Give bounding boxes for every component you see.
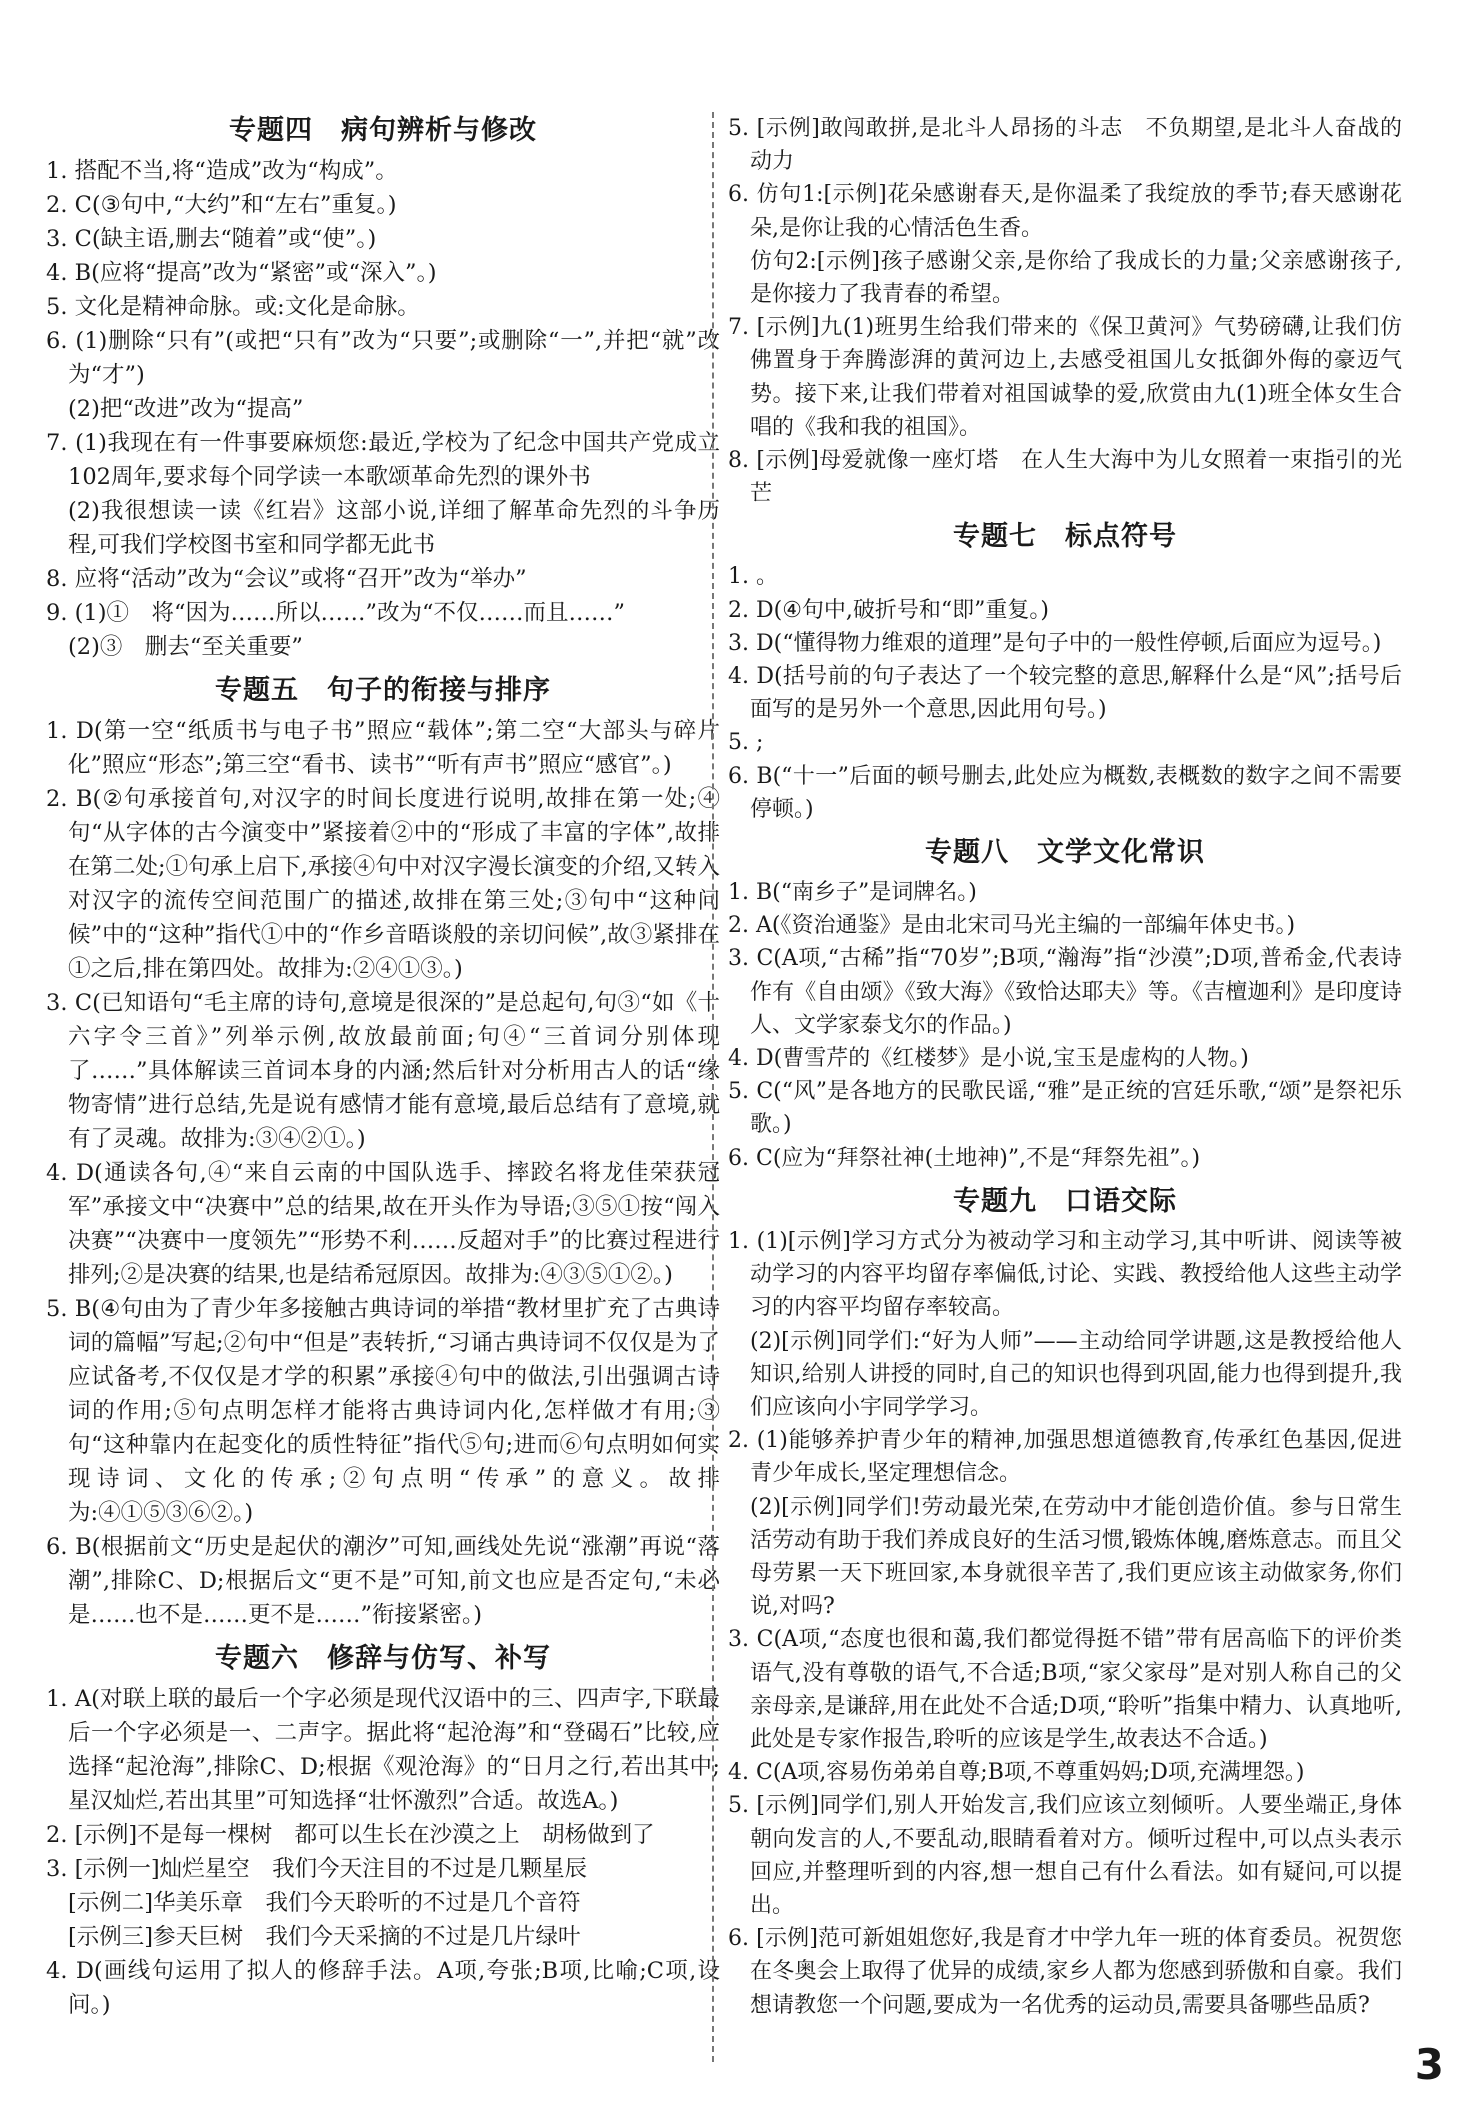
answer-item: 5. ; [728,730,764,756]
answer-item: 5. [示例]同学们,别人开始发言,我们应该立刻倾听。人要坐端正,身体朝向发言的人,不要乱动,眼睛看着对方。倾听过程中,可以点头表示回应,并整理听到的内容,想一想自己有什么看法。如有疑问,可以提出。 [728,1793,1402,1918]
answer-item: 6. (1)删除“只有”(或把“只有”改为“只要”;或删除“一”,并把“就”改为“才”) [46,328,720,388]
answer-subitem: (2)③ 删去“至关重要” [68,634,303,660]
section-title-8: 专题八 文学文化常识 [925,837,1205,869]
answer-item: 3. D(“懂得物力维艰的道理”是句子中的一般性停顿,后面应为逗号。) [728,630,1382,656]
answer-item: 4. D(曹雪芹的《红楼梦》是小说,宝玉是虚构的人物。) [728,1046,1249,1072]
answer-item: 2. (1)能够养护青少年的精神,加强思想道德教育,传承红色基因,促进青少年成长,坚定理想信念。 [728,1428,1402,1487]
section-title-7: 专题七 标点符号 [953,521,1177,553]
answer-item: 5. [示例]敢闯敢拼,是北斗人昂扬的斗志 不负期望,是北斗人奋战的动力 [728,116,1402,175]
answer-item: 1. 。 [728,564,778,590]
answer-subitem: [示例三]参天巨树 我们今天采摘的不过是几片绿叶 [68,1924,581,1950]
answer-item: 1. D(第一空“纸质书与电子书”照应“载体”;第二空“大部头与碎片化”照应“形态”;第三空“看书、读书”“听有声书”照应“感官”。) [46,718,720,778]
section-title-9: 专题九 口语交际 [953,1185,1177,1217]
answer-item: 1. (1)[示例]学习方式分为被动学习和主动学习,其中听讲、阅读等被动学习的内容平均留存率偏低,讨论、实践、教授给他人这些主动学习的内容平均留存率较高。 [728,1228,1402,1321]
answer-item: 3. C(A项,“古稀”指“70岁”;B项,“瀚海”指“沙漠”;D项,普希金,代表诗作有《自由颂》《致大海》《致恰达耶夫》等。《吉檀迦利》是印度诗人、文学家泰戈尔的作品。) [728,946,1402,1038]
answer-subitem: (2)我很想读一读《红岩》这部小说,详细了解革命先烈的斗争历程,可我们学校图书室和同学都无此书 [68,498,720,558]
answer-item: 3. C(已知语句“毛主席的诗句,意境是很深的”是总起句,句③“如《十六字令三首》”列举示例,故放最前面;句④“三首词分别体现了……”具体解读三首词本身的内涵;然后针对分析用古人的话“缘物寄情”进行总结,先是说有感情才能有意境,最后总结有了意境,就有了灵魂。故排为:③④②①。) [46,990,720,1152]
answer-item: 2. D(④句中,破折号和“即”重复。) [728,597,1049,623]
answer-item: 6. B(“十一”后面的顿号删去,此处应为概数,表概数的数字之间不需要停顿。) [728,763,1402,822]
answer-item: 6. 仿句1:[示例]花朵感谢春天,是你温柔了我绽放的季节;春天感谢花朵,是你让我的心情活色生香。 [728,182,1402,241]
answer-item: 2. A(《资治通鉴》是由北宋司马光主编的一部编年体史书。) [728,913,1296,939]
answer-item: 3. C(缺主语,删去“随着”或“使”。) [46,226,377,252]
answer-item: 2. C(③句中,“大约”和“左右”重复。) [46,192,397,218]
answer-item: 5. B(④句由为了青少年多接触古典诗词的举措“教材里扩充了古典诗词的篇幅”写起;②句中“但是”表转折,“习诵古典诗词不仅仅是为了应试备考,不仅仅是才学的积累”承接④句中的做法,引出强调古诗词的作用;⑤句点明怎样才能将古典诗词内化,怎样做才有用;③句“这种靠内在起变化的质性特征”指代⑤句;进而⑥句点明如何实现诗词、文化的传承;②句点明“传承”的意义。故排为:④①⑤③⑥②。) [46,1296,720,1526]
answer-item: 5. C(“风”是各地方的民歌民谣,“雅”是正统的宫廷乐歌,“颂”是祭祀乐歌。) [728,1079,1402,1138]
left-column [46,112,720,2022]
section-title-5: 专题五 句子的衔接与排序 [215,675,551,706]
section-title-6: 专题六 修辞与仿写、补写 [215,1643,551,1674]
right-column [728,112,1402,2022]
answer-item: 3. [示例一]灿烂星空 我们今天注目的不过是几颗星辰 [46,1856,588,1882]
answer-item: 8. 应将“活动”改为“会议”或将“召开”改为“举办” [46,566,527,592]
answer-item: 4. D(括号前的句子表达了一个较完整的意思,解释什么是“风”;括号后面写的是另外一个意思,因此用句号。) [728,664,1402,723]
answer-item: 7. (1)我现在有一件事要麻烦您:最近,学校为了纪念中国共产党成立102周年,要求每个同学读一本歌颂革命先烈的课外书 [46,430,720,490]
answer-subitem: (2)[示例]同学们!劳动最光荣,在劳动中才能创造价值。参与日常生活劳动有助于我们养成良好的生活习惯,锻炼体魄,磨炼意志。而且父母劳累一天下班回家,本身就很辛苦了,我们更应该主动做家务,你们说,对吗? [750,1494,1402,1620]
answer-item: 1. B(“南乡子”是词牌名。) [728,880,977,906]
answer-item: 5. 文化是精神命脉。或:文化是命脉。 [46,294,420,320]
answer-item: 4. B(应将“提高”改为“紧密”或“深入”。) [46,260,437,286]
answer-item: 8. [示例]母爱就像一座灯塔 在人生大海中为儿女照着一束指引的光芒 [728,448,1402,507]
answer-item: 2. B(②句承接首句,对汉字的时间长度进行说明,故排在第一处;④句“从字体的古今演变中”紧接着②中的“形成了丰富的字体”,故排在第二处;①句承上启下,承接④句中对汉字漫长演变的介绍,又转入对汉字的流传空间范围广的描述,故排在第三处;③句中“这种问候”中的“这种”指代①中的“作乡音晤谈般的亲切问候”,故③紧排在①之后,排在第四处。故排为:②④①③。) [46,786,720,982]
answer-subitem: (2)[示例]同学们:“好为人师”——主动给同学讲题,这是教授给他人知识,给别人讲授的同时,自己的知识也得到巩固,能力也得到提升,我们应该向小宇同学学习。 [750,1328,1402,1420]
answer-item: 6. B(根据前文“历史是起伏的潮汐”可知,画线处先说“涨潮”再说“落潮”,排除C、D;根据后文“更不是”可知,前文也应是否定句,“未必是……也不是……更不是……”衔接紧密。) [46,1534,720,1628]
section-title-4: 专题四 病句辨析与修改 [229,115,537,146]
column-divider [712,112,714,2062]
answer-item: 4. D(通读各句,④“来自云南的中国队选手、摔跤名将龙佳荣获冠军”承接文中“决赛中”总的结果,故在开头作为导语;③⑤①按“闯入决赛”“决赛中一度领先”“形势不利……反超对手”的比赛过程进行排列;②是决赛的结果,也是结希冠原因。故排为:④③⑤①②。) [46,1160,720,1288]
answer-item: 3. C(A项,“态度也很和蔼,我们都觉得挺不错”带有居高临下的评价类语气,没有尊敬的语气,不合适;B项,“家父家母”是对别人称自己的父亲母亲,是谦辞,用在此处不合适;D项,“聆听”指集中精力、认真地听,此处是专家作报告,聆听的应该是学生,故表达不合适。) [728,1627,1402,1752]
answer-subitem: [示例二]华美乐章 我们今天聆听的不过是几个音符 [68,1890,581,1916]
answer-item: 9. (1)① 将“因为……所以……”改为“不仅……而且……” [46,600,626,626]
answer-item: 1. A(对联上联的最后一个字必须是现代汉语中的三、四声字,下联最后一个字必须是一、二声字。据此将“起沧海”和“登碣石”比较,应选择“起沧海”,排除C、D;根据《观沧海》的“日月之行,若出其中;星汉灿烂,若出其里”可知选择“壮怀激烈”合适。故选A。) [46,1686,720,1814]
page-number: 3 [1414,2040,1444,2089]
answer-item: 2. [示例]不是每一棵树 都可以生长在沙漠之上 胡杨做到了 [46,1822,655,1848]
answer-subitem: (2)把“改进”改为“提高” [68,396,304,422]
answer-item: 4. D(画线句运用了拟人的修辞手法。A项,夸张;B项,比喻;C项,设问。) [46,1958,720,2018]
answer-item: 1. 搭配不当,将“造成”改为“构成”。 [46,158,398,184]
answer-item: 4. C(A项,容易伤弟弟自尊;B项,不尊重妈妈;D项,充满埋怨。) [728,1760,1305,1786]
answer-item: 7. [示例]九(1)班男生给我们带来的《保卫黄河》气势磅礴,让我们仿佛置身于奔腾澎湃的黄河边上,去感受祖国儿女抵御外侮的豪迈气势。接下来,让我们带着对祖国诚挚的爱,欣赏由九(1)班全体女生合唱的《我和我的祖国》。 [728,315,1402,440]
answer-subitem: 仿句2:[示例]孩子感谢父亲,是你给了我成长的力量;父亲感谢孩子,是你接力了我青春的希望。 [750,248,1402,308]
answer-item: 6. [示例]范可新姐姐您好,我是育才中学九年一班的体育委员。祝贺您在冬奥会上取得了优异的成绩,家乡人都为您感到骄傲和自豪。我们想请教您一个问题,要成为一名优秀的运动员,需要具备哪些品质? [728,1926,1402,2018]
answer-item: 6. C(应为“拜祭社神(土地神)”,不是“拜祭先祖”。) [728,1145,1201,1171]
